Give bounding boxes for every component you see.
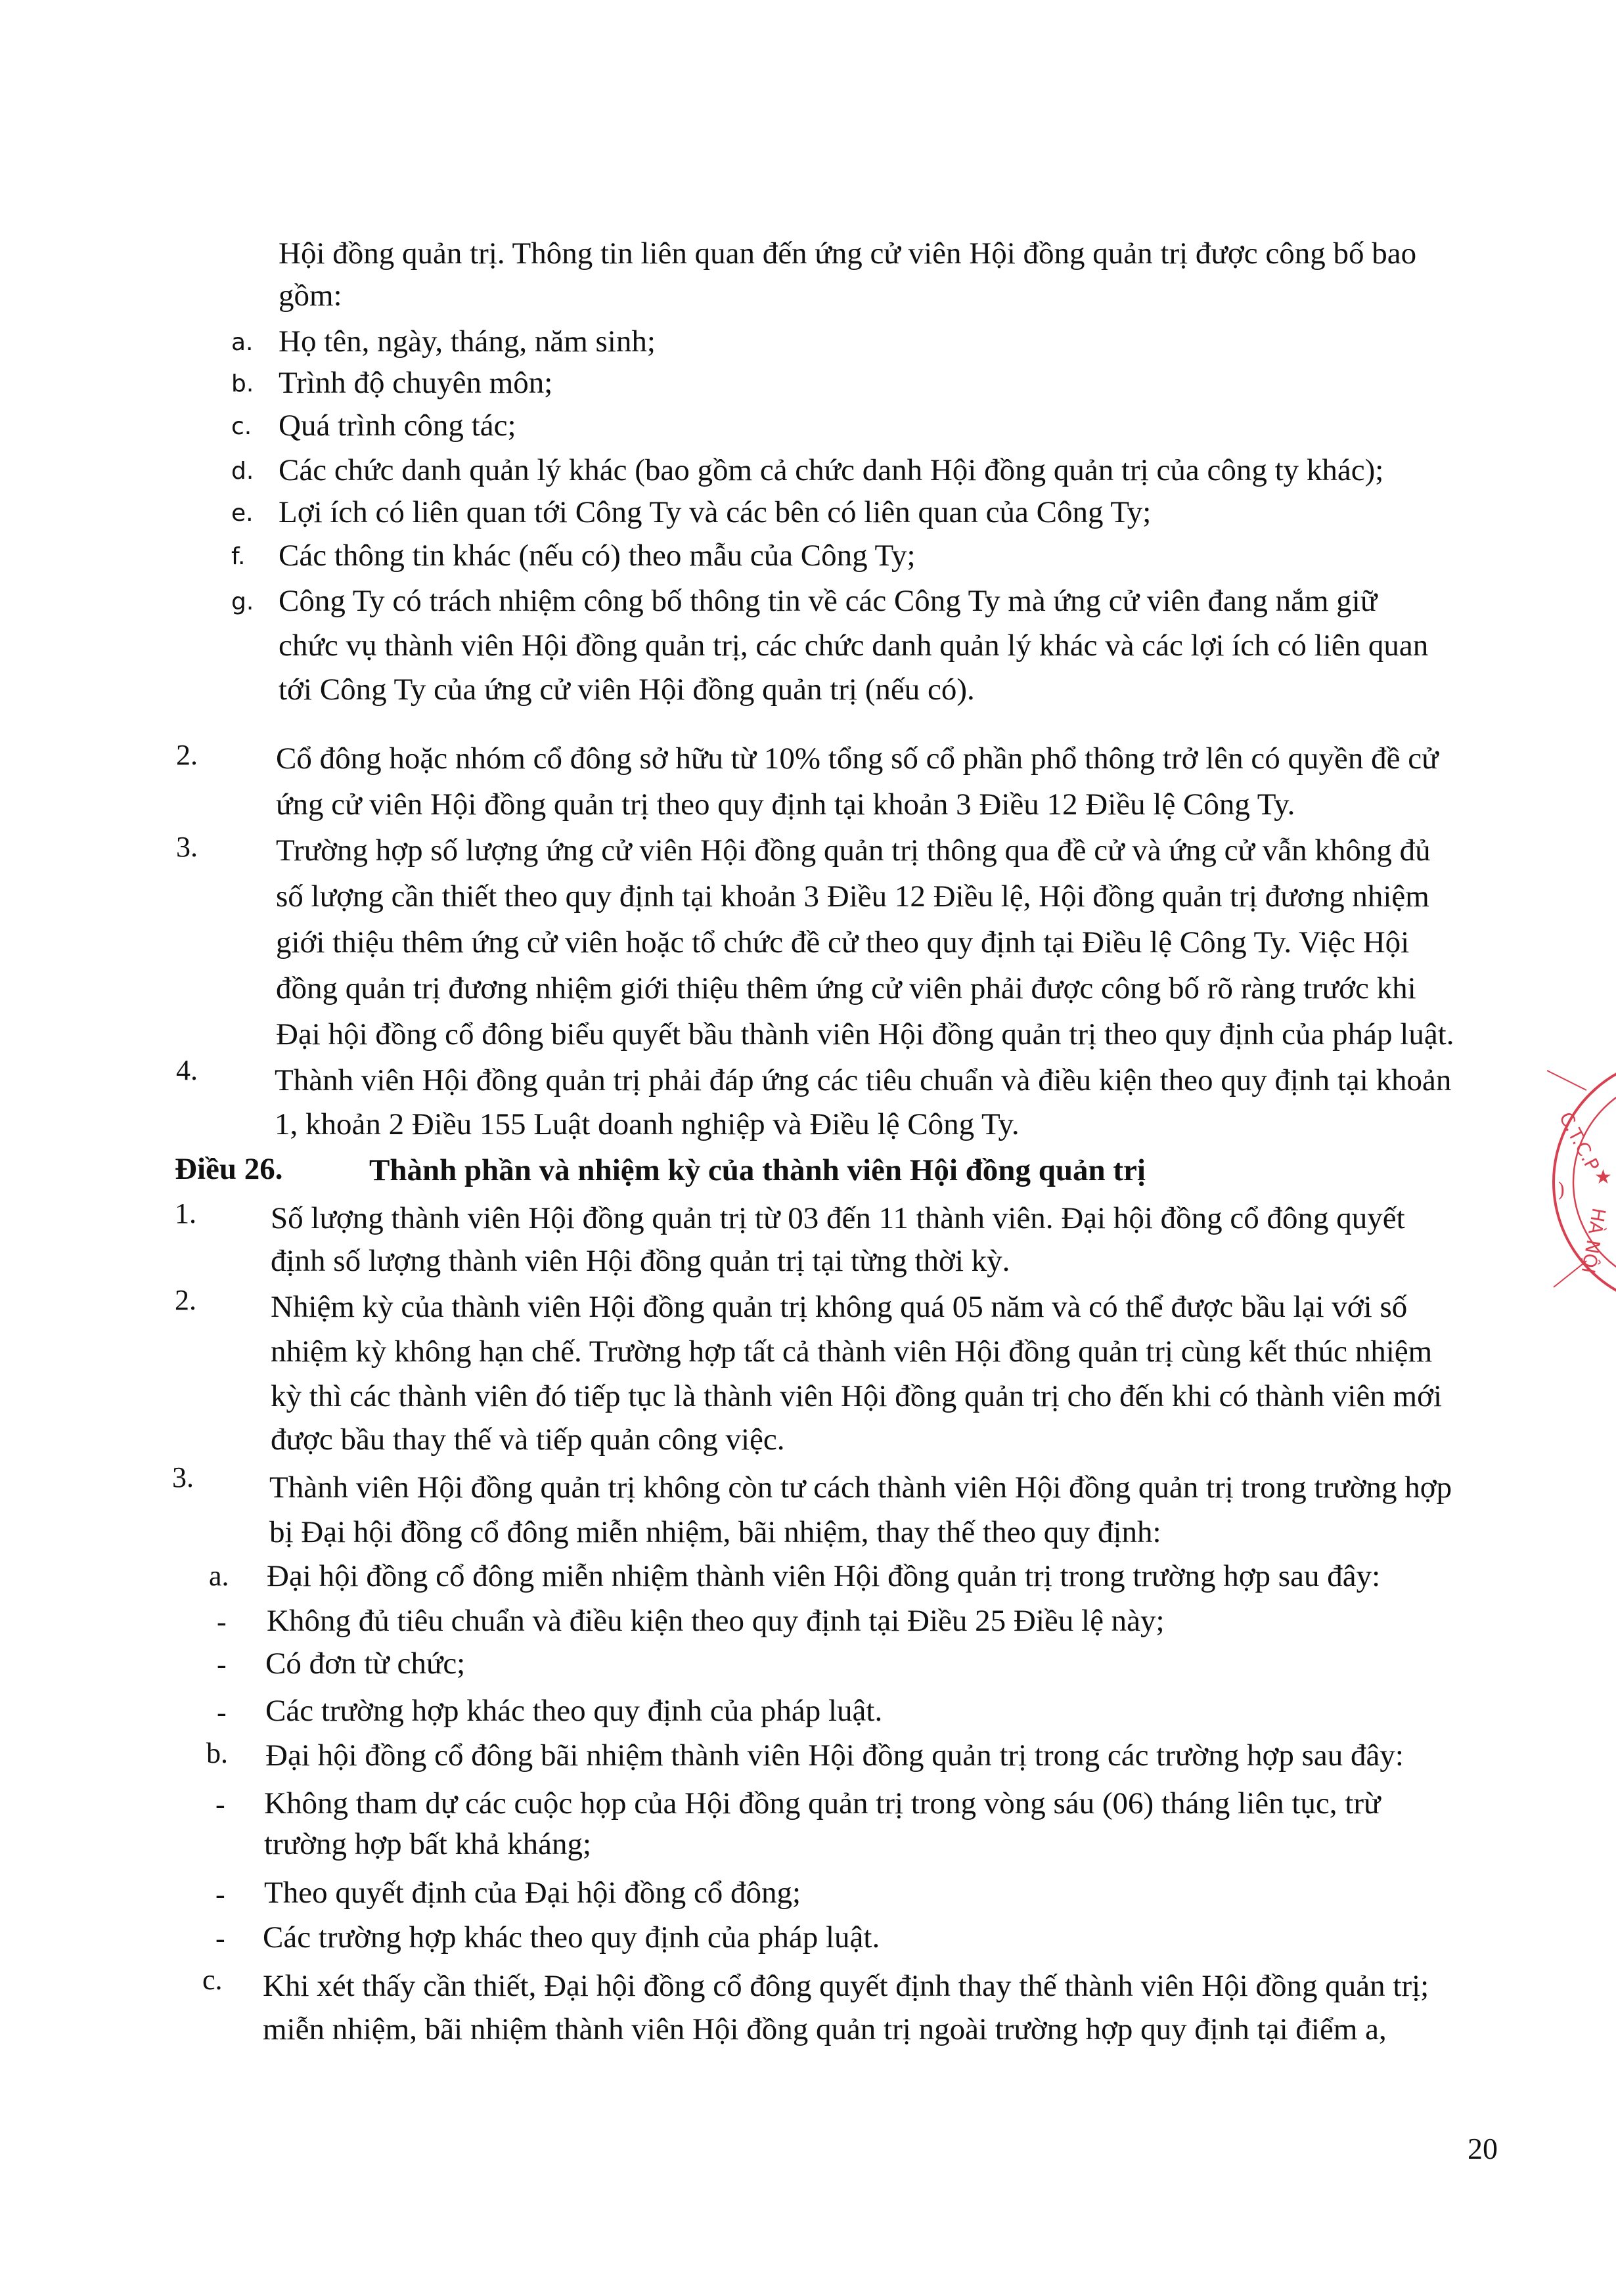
list-label: a.: [231, 329, 254, 356]
list-item: đồng quản trị đương nhiệm giới thiệu thêm ứng cử viên phải được công bố rõ ràng trước khi: [276, 971, 1416, 1005]
list-item: tới Công Ty của ứng cử viên Hội đồng quản trị (nếu có).: [279, 673, 975, 707]
list-item: kỳ thì các thành viên đó tiếp tục là thành viên Hội đồng quản trị cho đến khi có thành viên mới: [271, 1379, 1443, 1413]
list-label: e.: [231, 500, 254, 527]
svg-text:HÀ NỘI: HÀ NỘI: [1577, 1206, 1610, 1275]
list-item: trường hợp bất khả kháng;: [264, 1827, 592, 1861]
list-item: ứng cử viên Hội đồng quản trị theo quy định tại khoản 3 Điều 12 Điều lệ Công Ty.: [276, 787, 1295, 822]
list-item: Có đơn từ chức;: [265, 1646, 466, 1681]
list-item: bị Đại hội đồng cổ đông miễn nhiệm, bãi nhiệm, thay thế theo quy định:: [269, 1515, 1161, 1549]
list-item: Không đủ tiêu chuẩn và điều kiện theo quy định tại Điều 25 Điều lệ này;: [267, 1604, 1165, 1638]
article-number: Điều 26.: [175, 1152, 283, 1186]
list-item: Không tham dự các cuộc họp của Hội đồng quản trị trong vòng sáu (06) tháng liên tục, trừ: [264, 1786, 1381, 1821]
item-number: 2.: [176, 739, 198, 771]
list-item: Các trường hợp khác theo quy định của pháp luật.: [265, 1694, 883, 1728]
sub-label: -: [217, 1648, 227, 1681]
list-item: Các chức danh quản lý khác (bao gồm cả chức danh Hội đồng quản trị của công ty khác);: [279, 453, 1384, 487]
list-item: được bầu thay thế và tiếp quản công việc.: [271, 1423, 785, 1457]
list-item: Họ tên, ngày, tháng, năm sinh;: [279, 324, 656, 359]
list-label: d.: [231, 458, 254, 485]
sub-label: b.: [206, 1737, 228, 1769]
list-item: Theo quyết định của Đại hội đồng cổ đông;: [264, 1876, 801, 1910]
svg-text:★: ★: [1594, 1166, 1612, 1189]
svg-text:C.T.C.P: C.T.C.P: [1554, 1108, 1604, 1175]
svg-text:): ): [1558, 1179, 1565, 1202]
sub-label: -: [215, 1878, 225, 1910]
list-item: Trình độ chuyên môn;: [279, 366, 553, 400]
list-label: g.: [231, 588, 254, 615]
list-item: chức vụ thành viên Hội đồng quản trị, các chức danh quản lý khác và các lợi ích có liên quan: [279, 629, 1429, 663]
sub-label: -: [215, 1788, 225, 1821]
list-label: b.: [231, 370, 254, 397]
list-label: c.: [231, 413, 252, 440]
article-title: Thành phần và nhiệm kỳ của thành viên Hội đồng quản trị: [369, 1153, 1146, 1187]
list-item: Các trường hợp khác theo quy định của pháp luật.: [263, 1920, 880, 1954]
list-item: miễn nhiệm, bãi nhiệm thành viên Hội đồng quản trị ngoài trường hợp quy định tại điểm a,: [263, 2012, 1387, 2046]
list-item: Đại hội đồng cổ đông bãi nhiệm thành viên Hội đồng quản trị trong các trường hợp sau đây:: [265, 1738, 1404, 1773]
item-number: 3.: [172, 1461, 194, 1493]
item-number: 4.: [176, 1054, 198, 1086]
list-item: Công Ty có trách nhiệm công bố thông tin về các Công Ty mà ứng cử viên đang nắm giữ: [279, 584, 1378, 618]
sub-label: -: [215, 1922, 225, 1954]
list-item: Khi xét thấy cần thiết, Đại hội đồng cổ đông quyết định thay thế thành viên Hội đồng quản trị;: [263, 1969, 1429, 2003]
list-item: Quá trình công tác;: [279, 408, 516, 443]
list-item: Lợi ích có liên quan tới Công Ty và các bên có liên quan của Công Ty;: [279, 495, 1152, 529]
list-item: Cổ đông hoặc nhóm cổ đông sở hữu từ 10% tổng số cổ phần phổ thông trở lên có quyền đề cử: [276, 741, 1439, 776]
list-item: định số lượng thành viên Hội đồng quản trị tại từng thời kỳ.: [271, 1244, 1010, 1278]
sub-label: c.: [202, 1964, 223, 1996]
page-number: 20: [1468, 2132, 1498, 2165]
item-number: 3.: [176, 831, 198, 863]
list-item: Thành viên Hội đồng quản trị không còn tư cách thành viên Hội đồng quản trị trong trường hợp: [269, 1470, 1452, 1505]
list-item: Các thông tin khác (nếu có) theo mẫu của Công Ty;: [279, 539, 916, 573]
sub-label: -: [217, 1696, 227, 1729]
list-item: Nhiệm kỳ của thành viên Hội đồng quản trị không quá 05 năm và có thể được bầu lại với số: [271, 1290, 1408, 1324]
sub-label: -: [217, 1606, 227, 1638]
list-label: f.: [231, 543, 246, 570]
list-item: Đại hội đồng cổ đông miễn nhiệm thành viên Hội đồng quản trị trong trường hợp sau đây:: [267, 1559, 1381, 1593]
list-item: Trường hợp số lượng ứng cử viên Hội đồng quản trị thông qua đề cử và ứng cử vẫn không đủ: [276, 833, 1431, 868]
list-item: Thành viên Hội đồng quản trị phải đáp ứng các tiêu chuẩn và điều kiện theo quy định tại khoản: [275, 1063, 1452, 1097]
company-stamp: [1547, 1044, 1616, 1320]
item-number: 1.: [175, 1197, 196, 1229]
sub-label: a.: [209, 1560, 229, 1592]
item-number: 2.: [175, 1284, 196, 1316]
list-item: Số lượng thành viên Hội đồng quản trị từ 03 đến 11 thành viên. Đại hội đồng cổ đông quyết: [271, 1201, 1405, 1235]
intro-line: gồm:: [279, 278, 342, 313]
list-item: giới thiệu thêm ứng cử viên hoặc tổ chức đề cử theo quy định tại Điều lệ Công Ty. Việc Hội: [276, 925, 1410, 960]
list-item: 1, khoản 2 Điều 155 Luật doanh nghiệp và Điều lệ Công Ty.: [275, 1107, 1020, 1141]
list-item: số lượng cần thiết theo quy định tại khoản 3 Điều 12 Điều lệ, Hội đồng quản trị đương nhiệm: [276, 879, 1429, 914]
list-item: nhiệm kỳ không hạn chế. Trường hợp tất cả thành viên Hội đồng quản trị cùng kết thúc nhiệm: [271, 1335, 1433, 1369]
list-item: Đại hội đồng cổ đông biểu quyết bầu thành viên Hội đồng quản trị theo quy định của pháp luật.: [276, 1017, 1454, 1051]
intro-line: Hội đồng quản trị. Thông tin liên quan đến ứng cử viên Hội đồng quản trị được công bố bao: [279, 236, 1417, 271]
